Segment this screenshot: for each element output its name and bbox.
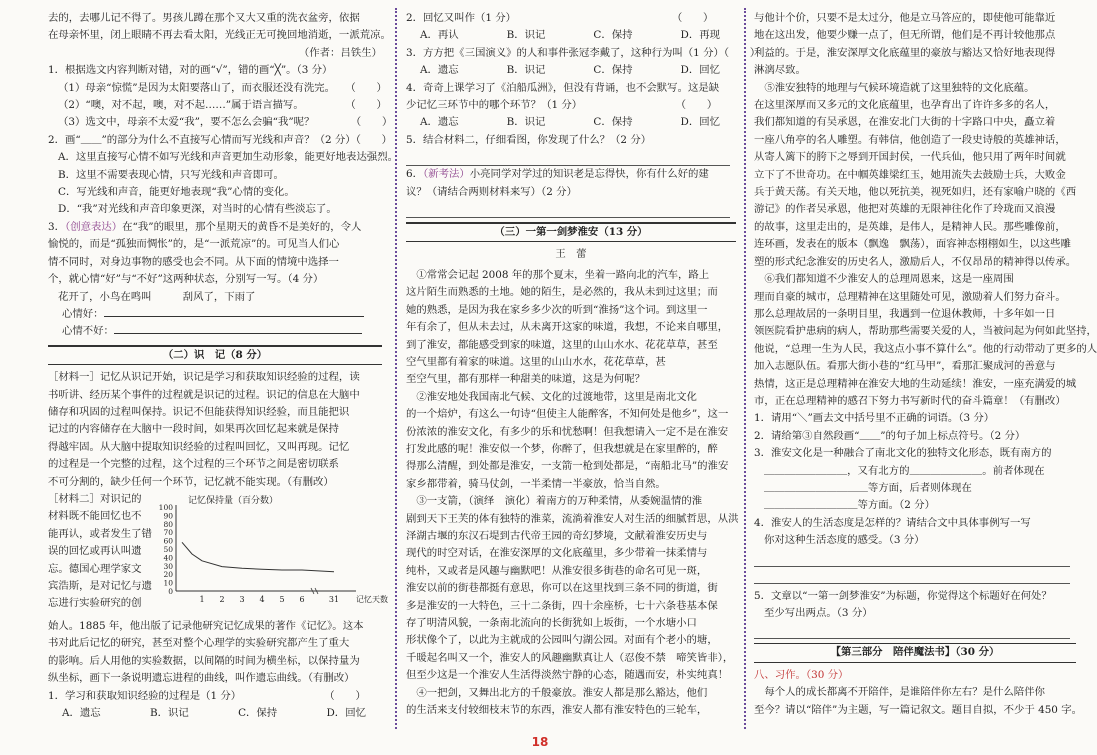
section-heading: （三）一第一剑梦淮安（13 分）	[406, 222, 736, 242]
text-line: 的过程是一个完整的过程，这个过程的三个环节之间是密切联系	[48, 458, 339, 471]
section-heading: （二）识 记（8 分）	[48, 345, 382, 365]
option: B．这里不需要表现心情，只写光线和声音即可。	[58, 168, 284, 181]
text-line: 得越牢固。从大脑中提取知识经验的过程叫回忆，又叫再现。记忆	[48, 440, 350, 453]
question-3: 3．（创意表达）在“我”的眼里，那个星期天的黄昏不是美好的，令人	[48, 220, 362, 233]
y-tick-label: 50	[163, 544, 173, 554]
question-5: 5．结合材料二，仔细看图，你发现了什么？（2 分）	[406, 133, 652, 146]
column-right	[754, 10, 1097, 719]
column-divider	[395, 8, 397, 729]
text-line: 塑的形式纪念淮安的历史名人，激励后人，不仅昂昂的精神得以传承。	[754, 255, 1077, 268]
text-line: 存了明清风貌，一条南北流向的长街犹如上坂街，一个水塘小口	[406, 617, 697, 629]
fill-blank-line[interactable]: ＿＿＿＿＿＿＿＿＿等方面。（2 分）	[764, 499, 935, 512]
x-tick-label: 4	[259, 594, 265, 604]
question-4: 4．淮安人的生活态度是怎样的？请结合文中具体事例写一写	[754, 516, 1031, 529]
options-row	[406, 114, 736, 131]
article-author: 王 蕾	[555, 248, 587, 261]
options-row	[48, 705, 382, 722]
text-line: 的生活来支付较细枝末节的东西，淮安人都有淮安特色的三轮车，	[406, 704, 708, 717]
answer-blank[interactable]	[114, 323, 362, 334]
answer-line[interactable]	[754, 567, 1070, 584]
text-line: 不可分割的，缺少任何一个环节，记忆就不能实现。（有删改）	[48, 475, 334, 488]
x-tick-label: 5	[279, 594, 285, 604]
text-line: ③一支箭，（演绎 演化）着南方的万种柔情，从委婉温情的淮	[406, 495, 703, 508]
text-line: 的故事，这里走出的，是英雄，是伟人，是精神人民。那些雕像前，	[754, 220, 1066, 233]
text-line: 至空气里，都有那样一种甜美的味道，这是为何呢？	[406, 373, 645, 386]
text-line: 千暖起名叫又一个，淮安人的风趣幽默真让人（忍俊不禁 啼笑皆非），	[406, 651, 734, 664]
text-line: 现代的时空对话，在淮安深厚的文化底蕴里，多少带着一抹柔情与	[406, 547, 708, 560]
option-c[interactable]: C．保持	[593, 64, 633, 77]
question-2: 2．请给第③自然段画“＿＿”的句子加上标点符号。（2 分）	[754, 429, 1026, 442]
forgetting-curve-line	[182, 542, 334, 571]
author-credit: （作者：吕铁生）	[298, 46, 382, 59]
text-line: 情不同时，对身边事物的感受也会不同。从下面的情境中选择一	[48, 255, 339, 268]
text-line: ⑤淮安独特的地理与气候环境造就了这里独特的文化底蕴。	[754, 81, 1035, 94]
text-line: 领医院看护患病的病人，帮助那些需要关爱的人，当被问起为何如此坚持，	[754, 325, 1097, 338]
text-line: 空气里都有着家的味道。这里的山山水水，花花草草，甚	[406, 355, 666, 368]
mood-bad-label: 心情不好：	[62, 325, 114, 338]
text-line: 小亮同学对学过的知识老是忘得快，你有什么好的建	[469, 168, 709, 181]
question-tag: （创意表达）	[65, 220, 123, 233]
part-heading: 【第三部分 陪伴魔法书】（30 分）	[754, 643, 1076, 662]
text-line: 忘进行实验研究的创	[48, 597, 142, 610]
text-line: 与他计个价，只要不是太过分，他是立马答应的，即使他可能靠近	[754, 12, 1056, 24]
text-line: 材料既不能回忆也不	[48, 510, 142, 523]
x-axis-label: 记忆天数	[356, 594, 388, 604]
text-line: 纯朴，又或者是风趣与幽默吧！从淮安很多街巷的命名可见一斑，	[406, 564, 708, 577]
question-1-item: （2）“噢，对不起，噢，对不起……”属于语言描写。 （ ）	[58, 99, 387, 112]
answer-line[interactable]	[406, 201, 730, 218]
text-line: 热情，这正是总理精神在淮安大地的生动延续！淮安，一座充满爱的城	[754, 377, 1077, 390]
options-row	[406, 27, 736, 44]
y-tick-label: 10	[163, 578, 173, 588]
option-c[interactable]: C．保持	[593, 29, 633, 42]
text-line: ④一把剑，又舞出北方的千般豪放。淮安人都是那么豁达，他们	[406, 686, 708, 699]
text-line: ⑥我们都知道不少淮安人的总理周恩来，这是一座周围	[754, 273, 1014, 286]
article-continued	[754, 10, 1076, 271]
question-3: 3．方方把《三国演义》的人和事件张冠李戴了，这种行为叫（1 分）（ ）	[406, 46, 761, 59]
text-line: 忘。德国心理学家文	[48, 562, 142, 575]
option-b[interactable]: B．识记	[149, 707, 189, 719]
y-tick-label: 70	[163, 528, 173, 538]
page-number: 18	[531, 735, 549, 749]
y-tick-label: 0	[168, 586, 173, 596]
chart-svg	[146, 491, 388, 616]
options-row	[406, 62, 736, 79]
option-b[interactable]: B．识记	[506, 116, 546, 129]
text-line: 宾浩斯，是对记忆与遗	[48, 580, 152, 592]
text-line: 得那么清醒，到处都是淮安，一支箭一枪到处都是，“南船北马”的淮安	[406, 460, 729, 473]
text-line: 至少写出两点。（3 分）	[764, 607, 873, 619]
y-tick-label: 90	[163, 511, 173, 521]
text-line: 一座八角亭的名人雕塑。有韩信，他创造了一段史诗般的英雄神话，	[754, 133, 1066, 146]
option-a[interactable]: A．遗忘	[420, 116, 459, 129]
chart-title: 记忆保持量（百分数）	[188, 495, 279, 506]
question-4: 4．奇奇上课学习了《泊船瓜洲》，但没有背诵，也不会默写。这是缺	[406, 81, 720, 94]
text-line: 议？（请结合两则材料来写）（2 分）	[406, 185, 577, 198]
fill-blank-line[interactable]: ＿＿＿＿＿＿＿＿，又有北方的＿＿＿＿＿＿＿。前者体现在	[764, 464, 1045, 477]
fill-blank-line[interactable]: ＿＿＿＿＿＿＿＿＿＿等方面，后者则体现在	[764, 481, 972, 494]
text-line: 去的，去哪儿记不得了。男孩儿蹲在那个又大又重的洗衣盆旁，依据	[48, 12, 360, 24]
option-d[interactable]: D．回忆	[680, 64, 720, 77]
option-a[interactable]: A．遗忘	[420, 64, 459, 77]
text-line: 误的回忆或再认叫遗	[48, 545, 142, 558]
text-line: 连环画，发表在的版本（飘逸 飘荡），面容神态栩栩如生，以这些雕	[754, 238, 1071, 251]
text-line: 理而自豪的城市，总理精神在这里随处可见，激励着人们努力奋斗。	[754, 290, 1066, 303]
text-line: 的一个焙炉，有这么一句诗“但使主人能醉客，不知何处是他乡”，这一	[406, 408, 729, 421]
text-line: 那么总理故居的一条明目里，我遇到一位退休教师，十多年如一日	[754, 307, 1056, 320]
text-line: 纵坐标，画下一条说明遗忘进程的曲线，叫作遗忘曲线。（有删改）	[48, 672, 355, 685]
option-d[interactable]: D．回忆	[680, 116, 720, 129]
x-tick-label: 31	[328, 594, 340, 604]
text-line: 到了淮安，都能感受到家的味道，这里的山山水水、花花草草，甚至	[406, 338, 718, 351]
mood-good-label: 心情好：	[62, 307, 104, 320]
text-line: 她的熟悉，是因为我在家乡多少次的听到“淮扬”这个词。到这里一	[406, 303, 708, 316]
text-line: 市，正在总理精神的感召下努力书写新时代的奋斗篇章！（有删改）	[754, 394, 1066, 407]
question-5: 5．文章以“一第一剑梦淮安”为标题，你觉得这个标题好在何处？	[754, 589, 1052, 602]
y-tick-label: 20	[163, 570, 173, 580]
text-line: 从寄人篱下的胯下之辱到开国封侯，一代兵仙，他只用了两年时间就	[754, 151, 1066, 164]
question-1: 1．请用“＼”画去文中括号里不正确的词语。（3 分）	[754, 412, 995, 425]
text-line: 形状像个了，以此为主就成的公园叫勺湖公园。对面有个老小的塘，	[406, 634, 718, 647]
text-line: 的影响。后人用他的实验数据，以间隔的时间为横坐标，以保持量为	[48, 654, 360, 667]
text-line: 我们都知道的有吴承恩，在淮安北门大街的十字路口中央，矗立着	[754, 116, 1056, 129]
text-line: 在这里深厚而又多元的文化底蕴里，也孕育出了许许多多的名人，	[754, 99, 1056, 112]
text-line: 利益的。于是，淮安深厚文化底蕴里的豪放与豁达又恰好地表现得	[754, 46, 1056, 59]
text-line: 愉悦的，而是“孤独而惆怅”的，是“一派荒凉”的。可见当人们心	[48, 238, 340, 251]
mood-bad-row	[48, 323, 382, 340]
option-b[interactable]: B．识记	[506, 64, 546, 77]
text-line: 在“我”的眼里，那个星期天的黄昏不是美好的，令人	[122, 220, 362, 233]
text-line: 书听讲、经历某个事件的过程就是识记的过程。识记的信息在大脑中	[48, 388, 360, 401]
text-line: ②淮安地处我国南北气候、文化的过渡地带，这里是南北文化	[406, 390, 697, 403]
text-line: 每个人的成长都离不开陪伴，是谁陪伴你左右？是什么陪伴你	[754, 686, 1045, 699]
column-middle	[406, 10, 761, 719]
text-line: 立下了不世奇功。在中帼英雄梁红玉，她用流失去鼓励士兵，大败金	[754, 168, 1066, 181]
question-2: 2．画“＿＿”的部分为什么不直接写心情而写光线和声音？（2 分）（ ）	[48, 133, 393, 146]
question-6: 6．（新考法）小亮同学对学过的知识老是忘得快，你有什么好的建	[406, 168, 709, 181]
forgetting-curve-chart	[146, 491, 388, 616]
text-line: 这片陌生而熟悉的土地。她的陌生，是必然的，我从未到过这里；而	[406, 286, 718, 299]
text-line: 多是淮安的一大特色，三十二条街，四十余座桥，七十六条巷基本保	[406, 599, 718, 612]
text-line: 淮安以前的街巷都挺有意思，你可以在这里找到三条不同的街道，街	[406, 582, 718, 595]
x-tick-label: 1	[199, 594, 205, 604]
text-line: 份浓浓的淮安文化，有多少的乐和忧愁啊！但我想请入一定不是在淮安	[406, 425, 729, 438]
text-line: 加入志愿队伍。看那大街小巷的“红马甲”，看那汇聚成河的善意与	[754, 360, 1056, 373]
text-line: 地在这出发，他要少赚一点了，但无所谓，他们是不再计较他那点	[754, 29, 1056, 42]
text-line: 你对这种生活态度的感受。（3 分）	[764, 534, 925, 547]
question-1: 1．根据选文内容判断对错，对的画“√”，错的画“╳”。（3 分）	[48, 64, 333, 77]
question-tag: （新考法）	[423, 168, 470, 181]
option-d[interactable]: D．回忆	[326, 707, 366, 719]
paragraph-6	[754, 271, 1097, 410]
option-a[interactable]: A．遗忘	[62, 707, 101, 719]
answer-line[interactable]	[406, 149, 730, 166]
text-line: 游记》的作者吴承恩，他把对英雄的无限神往化作了玲珑而又浪漫	[754, 203, 1056, 216]
text-line: 在母亲怀里，闭上眼睛不再去看太阳，光线正无可挽回地消逝，一派荒凉。	[48, 29, 391, 42]
question-3: 3．淮安文化是一种融合了南北文化的独特文化形态，既有南方的	[754, 447, 1052, 460]
option: D．“我”对光线和声音印象更深，对当时的心情有些淡忘了。	[58, 203, 337, 216]
text-line: 兵于黄天荡。有关天地，他以死抗美，视死如归，还有家喻户晓的《西	[754, 186, 1077, 199]
column-divider	[744, 8, 746, 729]
text-line: 书对此后记忆的研究，甚至对整个心理学的实验研究都产生了重大	[48, 637, 350, 650]
text-line: 个，就心情“好”与“不好”这两种状态，分别写一写。（4 分）	[48, 273, 324, 286]
answer-blank[interactable]	[104, 306, 364, 317]
answer-line[interactable]	[754, 622, 1070, 639]
option: C．写光线和声音，能更好地表现“我”心情的变化。	[58, 186, 295, 199]
option-c[interactable]: C．保持	[238, 707, 278, 719]
text-line: 家乡都带着，骑马仗剑，一半柔情一半豪放，恰当自然。	[406, 477, 666, 490]
text-line: ①常常会记起 2008 年的那个夏末，坐着一路向北的汽车，路上	[406, 268, 710, 281]
text-line: 少记忆三环节中的哪个环节？（1 分） （ ）	[406, 99, 718, 112]
y-tick-label: 40	[163, 553, 173, 563]
text-line: 始人。1885 年，他出版了记录他研究记忆成果的著作《记忆》。这本	[48, 619, 364, 632]
y-tick-label: 30	[163, 561, 173, 571]
column-left	[48, 10, 399, 722]
answer-line[interactable]	[754, 550, 1070, 567]
text-line: 至今？请以“陪伴”为主题，写一篇记叙文。题目自拟，不少于 450 字。	[754, 703, 1082, 716]
y-tick-label: 100	[158, 502, 173, 512]
question-1-item: （3）选文中，母亲不太爱“我”，要不怎么会骗“我”呢？ （ ）	[58, 116, 393, 129]
text-line: 能再认，或者发生了错	[48, 527, 152, 540]
text-line: 打发此感的呢！淮安似一个梦，你醉了，但我想就是在家里醉的，醉	[406, 442, 718, 455]
text-line: 剧到天下王芙的体有独特的淮菜，流淌着淮安人对生活的细腻哲思，从洪	[406, 512, 739, 525]
text-line: ［材料一］记忆从识记开始，识记是学习和获取知识经验的过程，读	[48, 371, 360, 384]
option-b[interactable]: B．识记	[506, 29, 546, 42]
text-line: 他说，“总理一生为人民，我这点小事不算什么”。他的行动带动了更多的人	[754, 342, 1097, 355]
text-line: ［材料二］对识记的	[48, 492, 142, 505]
y-tick-label: 80	[163, 519, 173, 529]
option-c[interactable]: C．保持	[593, 116, 633, 129]
option-d[interactable]: D．再现	[680, 29, 720, 42]
x-tick-label: 2	[219, 594, 225, 604]
text-line: 记过的内容储存在大脑中一段时间，如果再次回忆起来就是保持	[48, 423, 339, 436]
text-line: 储存和巩固的过程叫保持。识记不但能获得知识经验，而且能把识	[48, 405, 350, 418]
x-tick-label: 6	[299, 594, 305, 604]
article-body	[406, 267, 739, 720]
option-a[interactable]: A．再认	[420, 29, 459, 42]
writing-heading: 八、习作。（30 分）	[754, 668, 849, 681]
text-line: 年有余了，但从未去过，从未离开这家的味道，我想，不论来自哪里，	[406, 321, 729, 334]
text-line: 但至少这是一个淮安人生活得淡然宁静的心态，随遇而安，朴实纯真！	[406, 669, 729, 682]
x-tick-label: 3	[239, 594, 245, 604]
question-1-item: （1）母亲“惊慌”是因为太阳要落山了，而衣服还没有洗完。 （ ）	[58, 81, 387, 94]
text-line: 花开了，小鸟在鸣叫 刮风了，下雨了	[58, 290, 256, 303]
text-line: 淋漓尽致。	[754, 64, 806, 77]
mood-good-row	[48, 306, 382, 323]
question-2: 2．回忆又叫作（1 分） （ ）	[406, 12, 714, 24]
y-tick-label: 60	[163, 536, 173, 546]
text-line: 泽湖古堰的东汉石堤到古代帝王园的奇幻梦境，文献着淮安历史与	[406, 529, 708, 542]
option: A．这里直接写心情不如写光线和声音更加生动形象，能更好地表达强烈。	[58, 151, 399, 164]
question-line: 1．学习和获取知识经验的过程是（1 分） （ ）	[48, 689, 366, 702]
